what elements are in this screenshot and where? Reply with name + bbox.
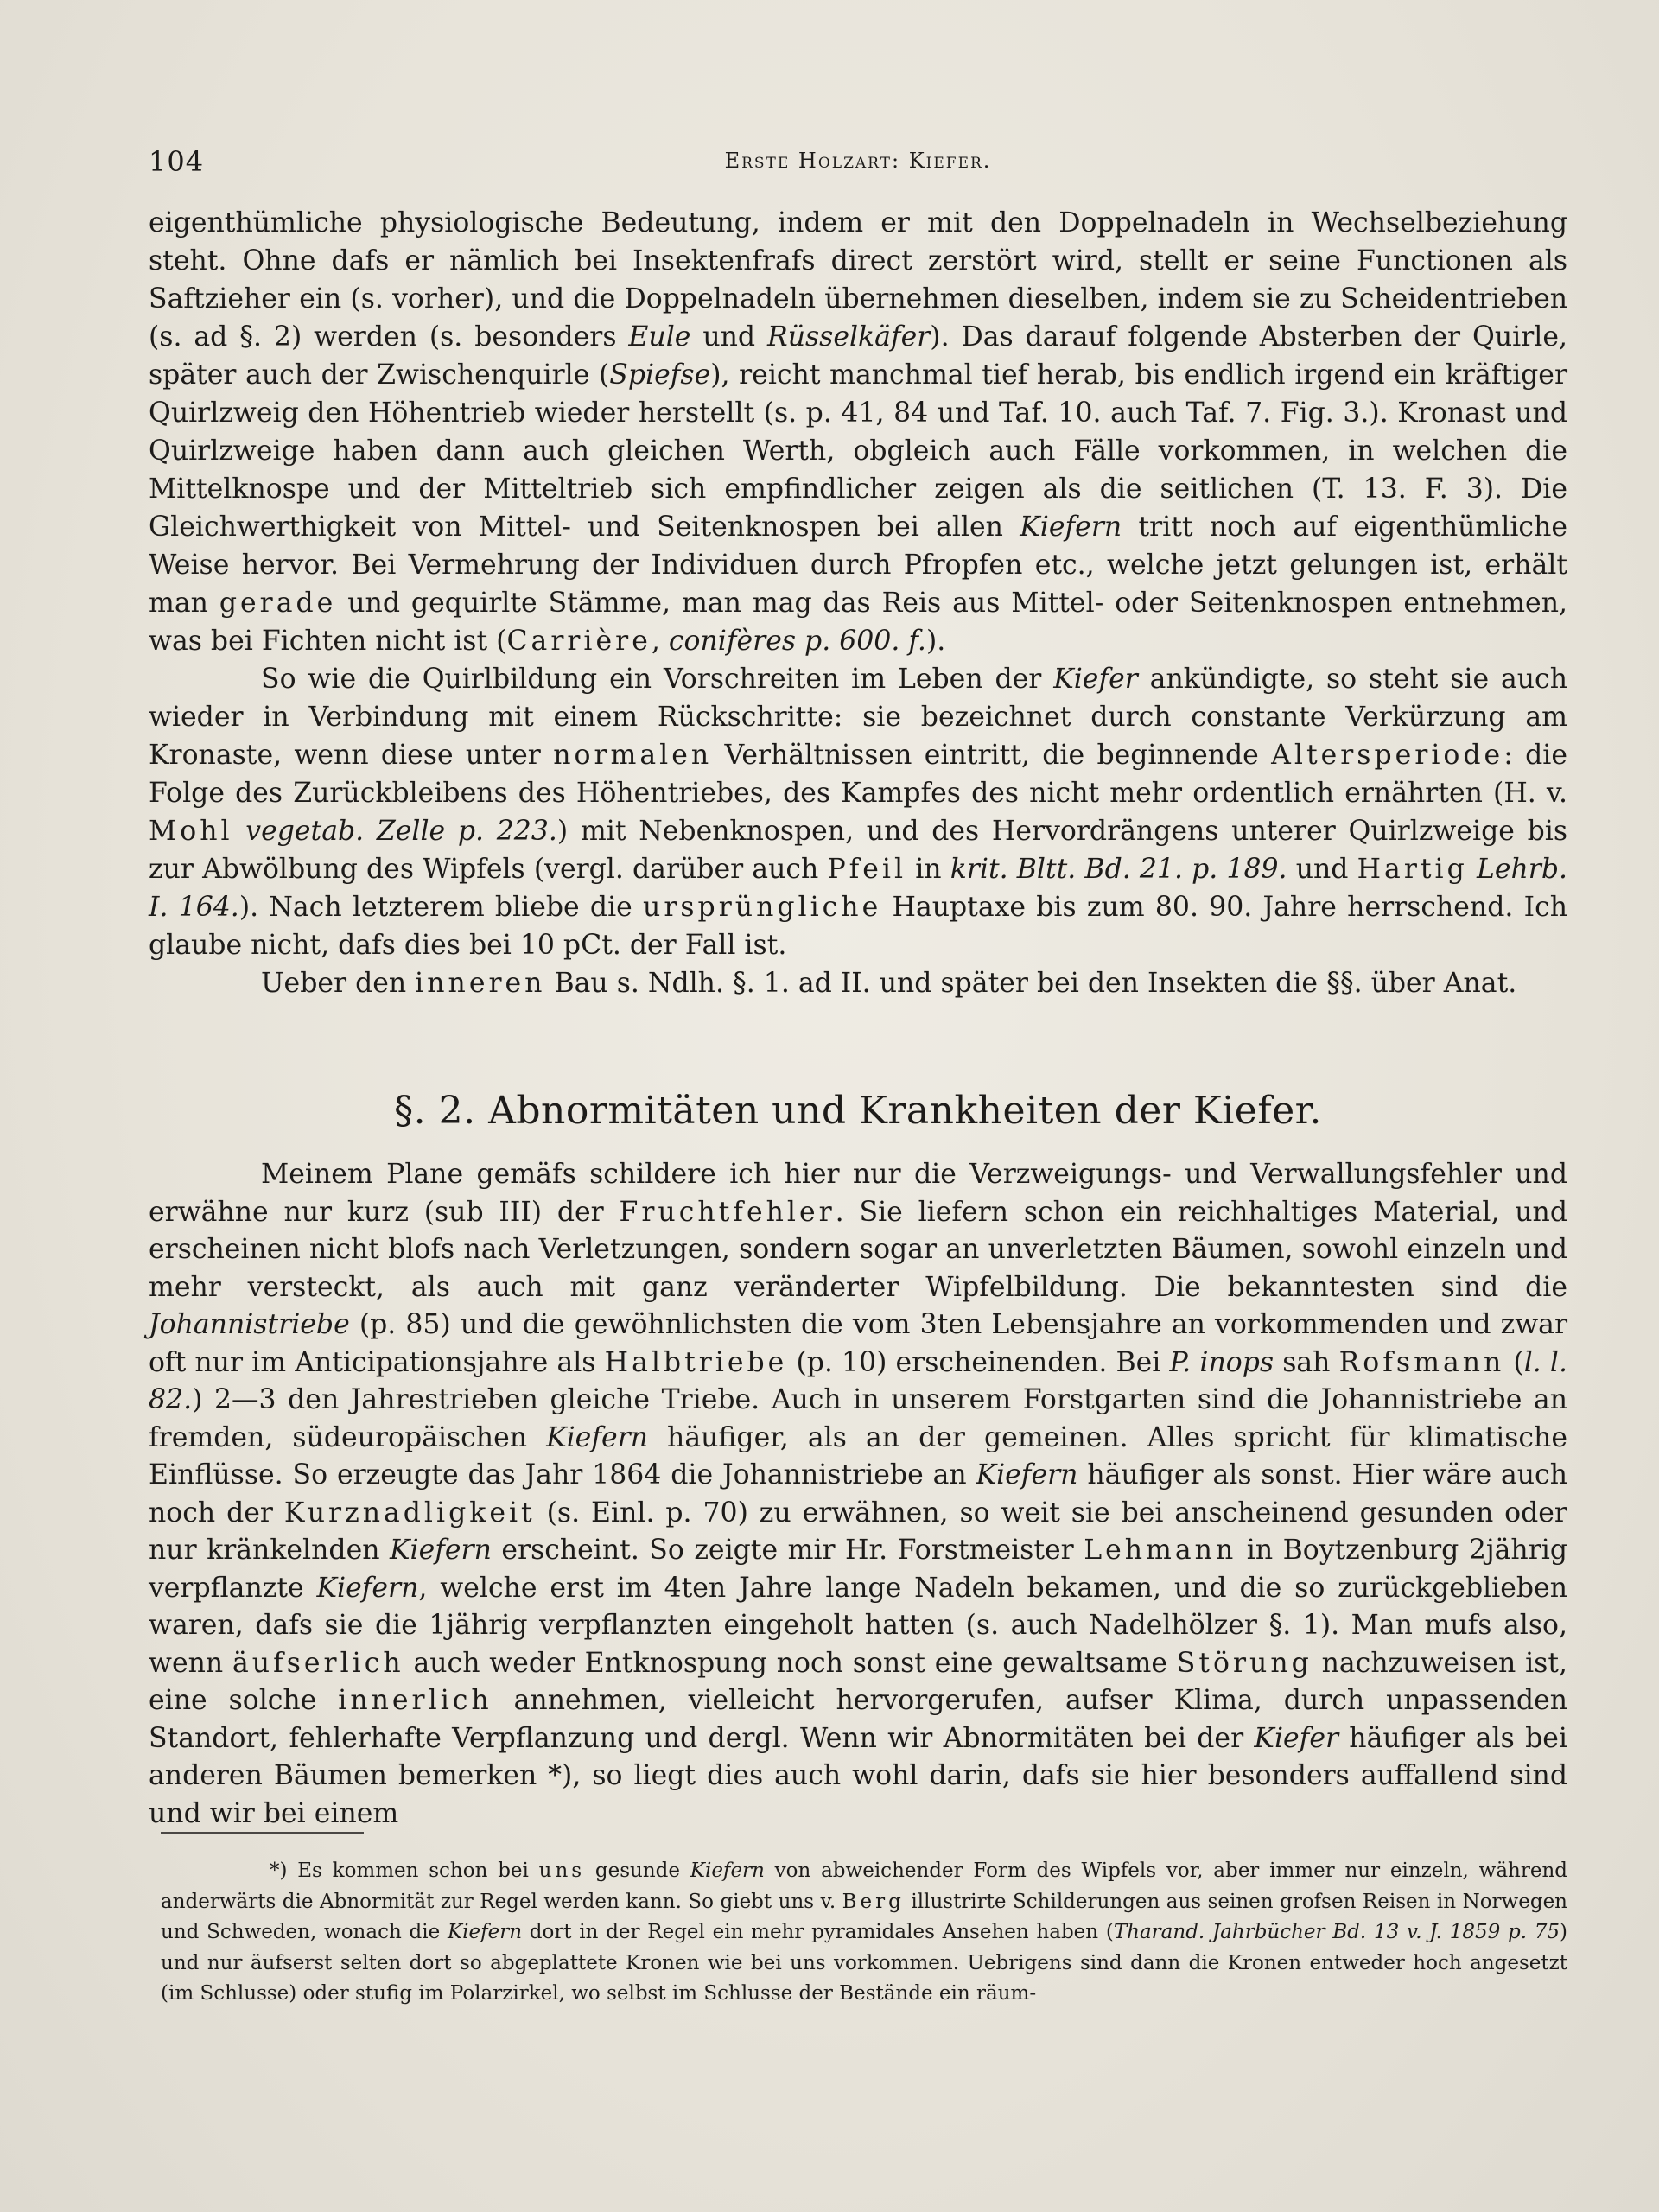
- text-run: tritt noch auf eigenthümliche Weise hervor. Bei Vermehrung der Individuen durch Pfropfen etc., welche jetzt gelungen ist, erhält man: [149, 512, 1567, 619]
- text-run: nachzuweisen ist, eine solche: [149, 1647, 1567, 1716]
- text-run: in: [906, 854, 950, 885]
- text-run: illustrirte Schilderungen aus seinen grofsen Reisen in Norwegen und Schweden, wonach die: [161, 1890, 1567, 1943]
- emphasis: Lehrb. I. 164.: [149, 854, 1568, 923]
- text-run: Hauptaxe bis zum 80. 90. Jahre herrschend. Ich glaube nicht, dafs dies bei 10 pCt. der Fall ist.: [149, 892, 1568, 961]
- emphasis: Kiefer: [1053, 664, 1138, 695]
- text-run: erscheint. So zeigte mir Hr. Forstmeister: [491, 1535, 1084, 1566]
- text-run: ) und nur äufserst selten dort so abgeplattete Kronen wie bei uns vorkommen. Uebrigens sind dann die Kronen entweder hoch angesetzt (im Schlusse) oder stufig im Polarzirkel, wo selbst im Schlusse der Bestände ein räum-: [161, 1921, 1568, 2005]
- emphasis: Tharand. Jahrbücher Bd. 13 v. J. 1859 p. 75: [1113, 1921, 1560, 1943]
- spaced-text: normalen: [553, 740, 713, 771]
- footnote: [161, 1856, 1567, 2010]
- text-run: und: [690, 321, 767, 353]
- text-run: (s. Einl. p. 70) zu erwähnen, so weit sie bei anscheinend gesunden oder nur kränkelnden: [149, 1497, 1567, 1566]
- emphasis: Kiefern: [690, 1859, 765, 1882]
- spaced-text: Kurznadligkeit: [283, 1497, 536, 1529]
- paragraph: [149, 1156, 1567, 1833]
- emphasis: vegetab. Zelle p. 223.: [245, 816, 557, 847]
- spaced-text: äufserlich: [232, 1647, 404, 1679]
- page-header: [149, 145, 1567, 183]
- emphasis: l. l. 82.: [149, 1346, 1568, 1415]
- text-run: von abweichender Form des Wipfels vor, aber immer nur einzeln, während anderwärts die Abnormität zur Regel werden kann. So giebt uns v.: [161, 1859, 1567, 1913]
- text-run: und gequirlte Stämme, man mag das Reis aus Mittel- oder Seitenknospen entnehmen, was bei Fichten nicht ist (: [149, 588, 1567, 657]
- page-number: 104: [149, 145, 205, 178]
- spaced-text: Altersperiode: [1271, 740, 1504, 771]
- text-run: und: [1287, 854, 1357, 885]
- text-run: ). Das darauf folgende Absterben der Quirle, später auch der Zwischenquirle (: [149, 321, 1567, 391]
- spaced-text: inneren: [415, 968, 546, 999]
- emphasis: Kiefern: [976, 1459, 1078, 1491]
- text-run: (p. 85) und die gewöhnlichsten die vom 3ten Lebensjahre an vorkommenden und zwar oft nur im Anticipationsjahre als: [149, 1309, 1567, 1378]
- emphasis: Johannistriebe: [149, 1309, 350, 1340]
- spaced-text: Pfeil: [827, 854, 907, 885]
- paragraph: [149, 204, 1567, 660]
- text-run: ,: [651, 626, 669, 657]
- emphasis: Kiefern: [389, 1535, 492, 1566]
- text-run: dort in der Regel ein mehr pyramidales Ansehen haben (: [522, 1921, 1114, 1943]
- spaced-text: Halbtriebe: [604, 1346, 788, 1378]
- text-run: So wie die Quirlbildung ein Vorschreiten im Leben der: [261, 664, 1054, 695]
- section-text: [149, 1156, 1567, 1833]
- spaced-text: Lehmann: [1084, 1535, 1237, 1566]
- emphasis: Kiefern: [1020, 512, 1122, 543]
- text-run: (p. 10) erscheinenden. Bei: [787, 1346, 1170, 1378]
- text-run: [1468, 854, 1477, 885]
- text-run: ) mit Nebenknospen, und des Hervordrängens unterer Quirlzweige bis zur Abwölbung des Wipfels (vergl. darüber auch: [149, 816, 1568, 885]
- text-run: Meinem Plane gemäfs schildere ich hier nur die Verzweigungs- und Verwallungsfehler und erwähne nur kurz (sub III) der: [149, 1159, 1567, 1228]
- emphasis: Kiefern: [546, 1421, 648, 1453]
- text-run: annehmen, vielleicht hervorgerufen, aufser Klima, durch unpassenden Standort, fehlerhafte Verpflanzung und dergl. Wenn wir Abnormitäten bei der: [149, 1685, 1567, 1754]
- spaced-text: Rofsmann: [1338, 1346, 1505, 1378]
- paragraph: [149, 660, 1567, 964]
- text-run: , welche erst im 4ten Jahre lange Nadeln bekamen, und die so zurückgeblieben waren, dafs sie die 1jährig verpflanzten eingeholt hatten (s. auch Nadelhölzer §. 1). Man mufs also, wenn: [149, 1572, 1567, 1679]
- spaced-text: Mohl: [149, 816, 233, 847]
- text-run: gesunde: [585, 1859, 690, 1882]
- emphasis: Kiefern: [316, 1572, 419, 1604]
- emphasis: Eule: [628, 321, 691, 353]
- spaced-text: gerade: [219, 588, 337, 619]
- footnote-paragraph: [161, 1856, 1567, 2010]
- running-title: Erste Holzart: Kiefer.: [724, 149, 992, 173]
- text-run: in Boytzenburg 2jährig verpflanzte: [149, 1535, 1567, 1604]
- emphasis: P. inops: [1169, 1346, 1274, 1378]
- text-run: eigenthümliche physiologische Bedeutung, indem er mit den Doppelnadeln in Wechselbeziehung steht. Ohne dafs er nämlich bei Insektenfrafs direct zerstört wird, stellt er seine Functionen als Saftzieher ein (s. vorher), und die Doppelnadeln übernehmen dieselben, indem sie zu Scheidentrieben (s. ad §. 2) werden (s. besonders: [149, 207, 1567, 353]
- text-run: ). Nach letzterem bliebe die: [238, 892, 644, 923]
- paragraph: [149, 964, 1567, 1002]
- continued-text: [149, 204, 1567, 1002]
- text-run: *) Es kommen schon bei: [270, 1859, 539, 1882]
- spaced-text: Carrière: [506, 626, 652, 657]
- text-run: . Sie liefern schon ein reichhaltiges Material, und erscheinen nicht blofs nach Verletzungen, sondern sogar an unverletzten Bäumen, sowohl einzeln und mehr versteckt, als auch mit ganz veränderter Wipfelbildung. Die bekanntesten sind die: [149, 1196, 1567, 1303]
- emphasis: Kiefer: [1254, 1722, 1339, 1754]
- emphasis: krit. Bltt. Bd. 21. p. 189.: [950, 854, 1287, 885]
- text-run: ) 2—3 den Jahrestrieben gleiche Triebe. Auch in unserem Forstgarten sind die Johannistriebe an fremden, südeuropäischen: [149, 1384, 1567, 1453]
- text-run: Bau s. Ndlh. §. 1. ad II. und später bei den Insekten die §§. über Anat.: [545, 968, 1517, 999]
- emphasis: Rüsselkäfer: [767, 321, 931, 353]
- emphasis: Spiefse: [609, 359, 711, 391]
- emphasis: Kiefern: [447, 1921, 523, 1943]
- section-heading: §. 2. Abnormitäten und Krankheiten der Kiefer.: [394, 1089, 1322, 1133]
- spaced-text: Störung: [1176, 1647, 1313, 1679]
- text-run: [233, 816, 246, 847]
- text-run: Verhältnissen eintritt, die beginnende: [712, 740, 1272, 771]
- spaced-text: ursprüngliche: [643, 892, 882, 923]
- text-run: (: [1504, 1346, 1524, 1378]
- text-run: auch weder Entknospung noch sonst eine gewaltsame: [404, 1647, 1177, 1679]
- footnote-divider: [161, 1832, 364, 1834]
- text-run: ).: [925, 626, 946, 657]
- text-run: ), reicht manchmal tief herab, bis endlich irgend ein kräftiger Quirlzweig den Höhentrieb wieder herstellt (s. p. 41, 84 und Taf. 10. auch Taf. 7. Fig. 3.). Kronast und Quirlzweige haben dann auch gleichen Werth, obgleich auch Fälle vorkommen, in welchen die Mittelknospe und der Mitteltrieb sich empfindlicher zeigen als die seitlichen (T. 13. F. 3). Die Gleichwerthigkeit von Mittel- und Seitenknospen bei allen: [149, 359, 1568, 543]
- text-run: Ueber den: [261, 968, 416, 999]
- text-run: sah: [1274, 1346, 1339, 1378]
- spaced-text: innerlich: [338, 1685, 493, 1716]
- text-run: ankündigte, so steht sie auch wieder in Verbindung mit einem Rückschritte: sie bezeichnet durch constante Verkürzung am Kronaste, wenn diese unter: [149, 664, 1567, 771]
- text-run: häufiger als sonst. Hier wäre auch noch der: [149, 1459, 1567, 1529]
- spaced-text: Berg: [842, 1890, 905, 1913]
- text-run: häufiger als bei anderen Bäumen bemerken *), so liegt dies auch wohl darin, dafs sie hier besonders auffallend sind und wir bei einem: [149, 1722, 1567, 1829]
- spaced-text: Hartig: [1357, 854, 1468, 885]
- emphasis: conifères p. 600. f.: [668, 626, 926, 657]
- text-run: häufiger, als an der gemeinen. Alles spricht für klimatische Einflüsse. So erzeugte das Jahr 1864 die Johannistriebe an: [149, 1421, 1567, 1491]
- spaced-text: Fruchtfehler: [619, 1196, 836, 1228]
- text-run: : die Folge des Zurückbleibens des Höhentriebes, des Kampfes des nicht mehr ordentlich ernährten (H. v.: [149, 740, 1568, 809]
- spaced-text: uns: [538, 1859, 586, 1882]
